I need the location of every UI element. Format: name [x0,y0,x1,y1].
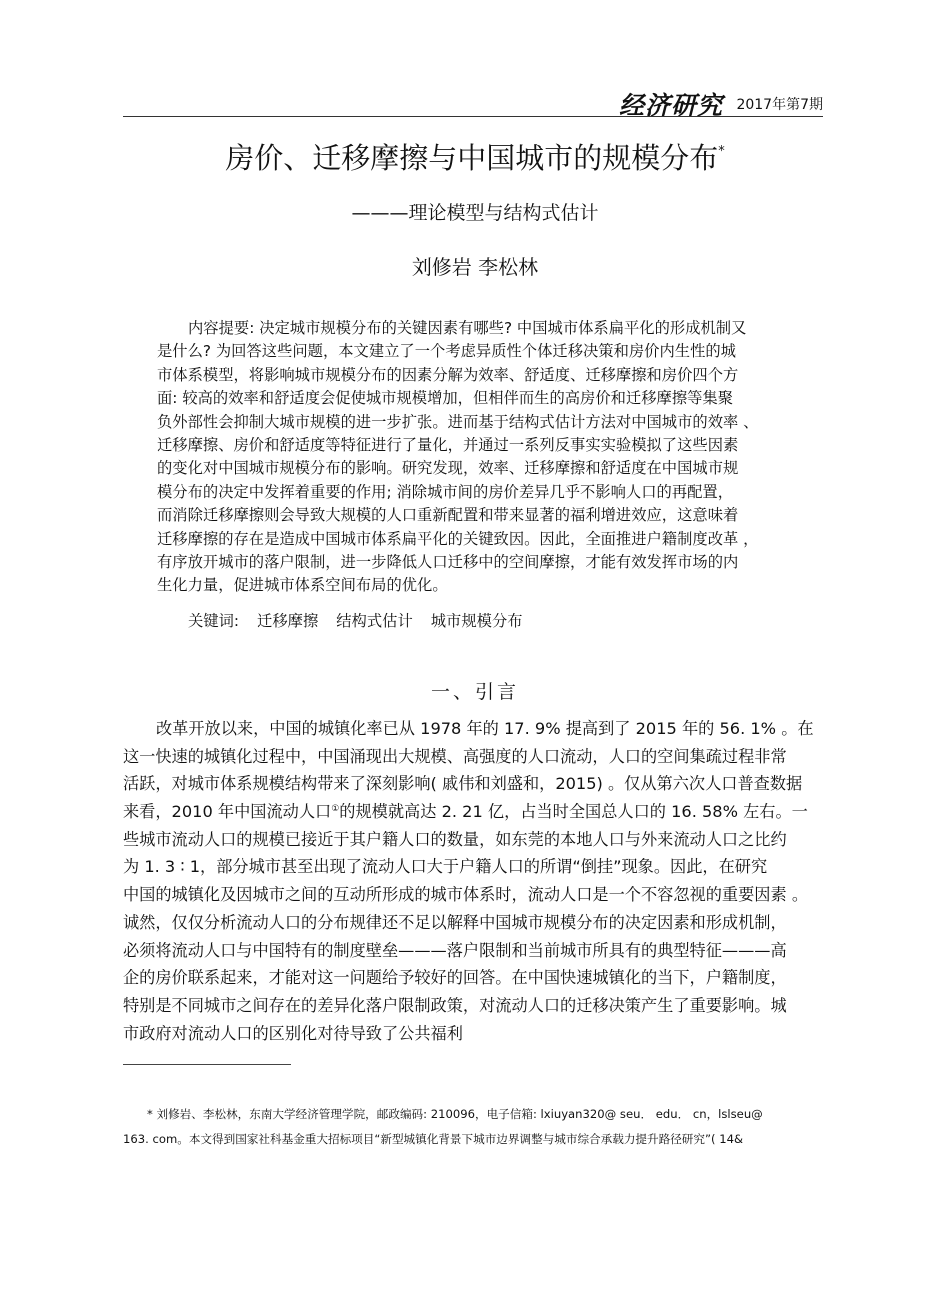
journal-logo: 经济研究 [618,91,723,120]
author-names: 刘修岩 李松林 [411,255,539,279]
keywords-label: 关键词: [188,612,240,630]
abstract-line: 内容提要: 决定城市规模分布的关键因素有哪些? 中国城市体系扁平化的形成机制又 [188,319,747,337]
abstract-line: 市体系模型，将影响城市规模分布的因素分解为效率、舒适度、迁移摩擦和房价四个方 [157,365,739,384]
body-line: 些城市流动人口的规模已接近于其户籍人口的数量，如东莞的本地人口与外来流动人口之比约 [123,829,787,849]
body-line: 活跃，对城市体系规模结构带来了深刻影响( 戚伟和刘盛和，2015) 。仅从第六次人口普查数据 [123,774,803,794]
footnote-line: 163. com。本文得到国家社科基金重大招标项目“新型城镇化背景下城市边界调整与城市综合承载力提升路径研究”( 14& [123,1132,743,1146]
body-line: 中国的城镇化及因城市之间的互动所形成的城市体系时，流动人口是一个不容忽视的重要因素 。 [123,885,809,905]
paper-title: 房价、迁移摩擦与中国城市的规模分布* [225,141,725,175]
abstract-line: 负外部性会抑制大城市规模的进一步扩张。进而基于结构式估计方法对中国城市的效率 、 [157,412,759,431]
footnote [123,1102,823,1152]
body-line: 改革开放以来，中国的城镇化率已从 1978 年的 17. 9% 提高到了 2015 年的 56. 1% 。在 [156,719,814,738]
title-footnote-mark: * [718,144,725,159]
body-line: 特别是不同城市之间存在的差异化落户限制政策，对流动人口的迁移决策产生了重要影响。城 [123,995,787,1015]
abstract-line: 有序放开城市的落户限制，进一步降低人口迁移中的空间摩擦，才能有效发挥市场的内 [157,552,739,571]
body-line: 必须将流动人口与中国特有的制度壁垒———落户限制和当前城市所具有的典型特征———高 [123,940,787,960]
keyword: 迁移摩擦 [257,612,319,630]
keyword: 城市规模分布 [430,612,523,630]
body-text [123,715,835,1047]
section-heading: 一、引言 [430,681,519,703]
body-line [123,798,835,826]
body-line: 为 1. 3 ∶ 1，部分城市甚至出现了流动人口大于户籍人口的所谓“倒挂”现象。因此，在研究 [123,857,768,877]
paper-subtitle: ———理论模型与结构式估计 [351,202,599,224]
abstract-line: 面: 较高的效率和舒适度会促使城市规模增加，但相伴而生的高房价和迁移摩擦等集聚 [157,389,734,408]
footnote-ref[interactable]: ① [331,804,340,815]
header-rule [123,116,823,117]
body-line: 这一快速的城镇化过程中，中国涌现出大规模、高强度的人口流动，人口的空间集疏过程非常 [123,746,787,766]
body-line: 市政府对流动人口的区别化对待导致了公共福利 [123,1023,463,1043]
abstract-line: 迁移摩擦、房价和舒适度等特征进行了量化，并通过一系列反事实实验模拟了这些因素 [157,435,739,454]
body-line: 诚然，仅仅分析流动人口的分布规律还不足以解释中国城市规模分布的决定因素和形成机制， [123,912,787,932]
footnote-rule [123,1064,291,1065]
keyword: 结构式估计 [336,612,413,630]
abstract-line: 是什么? 为回答这些问题，本文建立了一个考虑异质性个体迁移决策和房价内生性的城 [157,342,736,361]
abstract-line: 的变化对中国城市规模分布的影响。研究发现，效率、迁移摩擦和舒适度在中国城市规 [157,459,739,478]
abstract [157,317,819,598]
keywords [188,609,523,633]
abstract-line: 模分布的决定中发挥着重要的作用; 消除城市间的房价差异几乎不影响人口的再配置， [157,482,734,501]
abstract-line: 而消除迁移摩擦则会导致大规模的人口重新配置和带来显著的福利增进效应，这意味着 [157,506,739,525]
abstract-line: 生化力量，促进城市体系空间布局的优化。 [157,576,448,595]
abstract-line: 迁移摩擦的存在是造成中国城市体系扁平化的关键致因。因此，全面推进户籍制度改革 ， [157,529,759,548]
footnote-line: * 刘修岩、李松林，东南大学经济管理学院，邮政编码: 210096，电子信箱: lxiuyan320@ seu． edu． cn，lslseu@ [147,1107,763,1121]
running-header [123,88,823,120]
body-line: 企的房价联系起来，才能对这一问题给予较好的回答。在中国快速城镇化的当下，户籍制度， [123,968,787,988]
body-line-part: 的规模就高达 2. 21 亿，占当时全国总人口的 16. 58% 左右。一 [339,802,808,822]
issue-label: 2017年第7期 [736,97,823,113]
body-line-part: 来看，2010 年中国流动人口 [123,802,332,822]
